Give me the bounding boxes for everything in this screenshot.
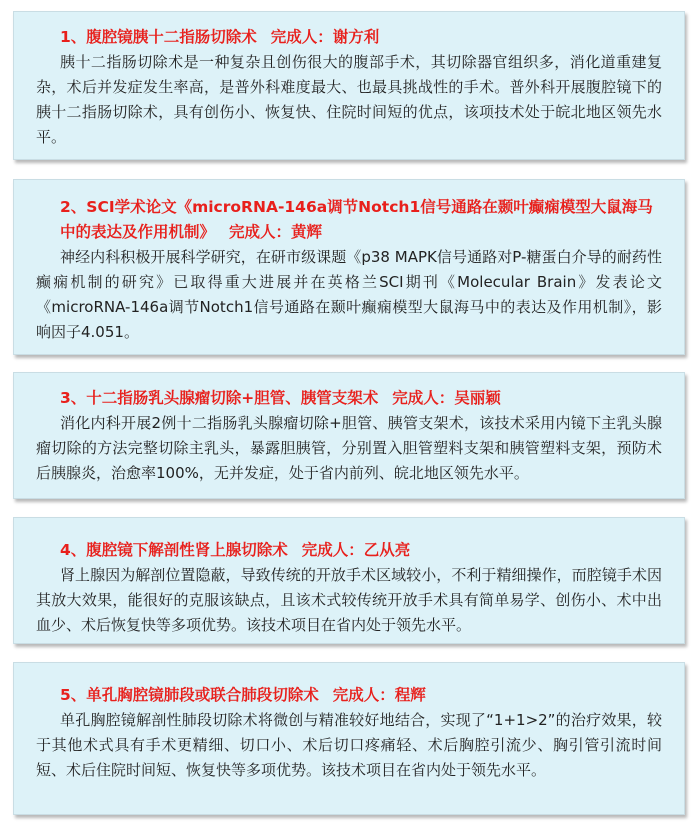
project-title: 3、十二指肠乳头腺瘤切除+胆管、胰管支架术 (60, 389, 379, 407)
project-title: 2、SCI学术论文《microRNA-146a调节Notch1信号通路在颞叶癫痫模型大鼠海马中的表达及作用机制》 (60, 198, 653, 241)
card-title (36, 25, 662, 50)
author-label: 完成人：黄辉 (229, 223, 323, 241)
card-title (36, 538, 662, 563)
project-title: 5、单孔胸腔镜肺段或联合肺段切除术 (60, 686, 319, 704)
card-body: 单孔胸腔镜解剖性肺段切除术将微创与精准较好地结合，实现了“1+1>2”的治疗效果，较于其他术式具有手术更精细、切口小、术后切口疼痛轻、术后胸腔引流少、胸引管引流时间短、术后住院时间短、恢复快等多项优势。该技术项目在省内处于领先水平。 (36, 711, 662, 779)
achievement-card-5 (13, 662, 685, 815)
card-body: 肾上腺因为解剖位置隐蔽，导致传统的开放手术区域较小，不利于精细操作，而腔镜手术因其放大效果，能很好的克服该缺点，且该术式较传统开放手术具有简单易学、创伤小、术中出血少、术后恢复快等多项优势。该技术项目在省内处于领先水平。 (36, 566, 662, 634)
achievement-card-2 (13, 179, 685, 355)
achievement-card-1 (13, 11, 685, 160)
achievement-card-3 (13, 372, 685, 499)
project-title: 4、腹腔镜下解剖性肾上腺切除术 (60, 541, 288, 559)
author-label: 完成人：程辉 (332, 686, 426, 704)
author-label: 完成人：谢方利 (270, 28, 380, 46)
card-title (36, 386, 662, 411)
achievement-card-4 (13, 517, 685, 644)
card-body: 神经内科积极开展科学研究，在研市级课题《p38 MAPK信号通路对P-糖蛋白介导的耐药性癫痫机制的研究》已取得重大进展并在英格兰SCI期刊《Molecular Brain》发表论文《microRNA-146a调节Notch1信号通路在颞叶癫痫模型大鼠海马中的表达及作用机制》，影响因子4.051。 (36, 248, 662, 341)
author-label: 完成人：吴丽颖 (392, 389, 501, 407)
author-label: 完成人：乙从亮 (301, 541, 411, 559)
card-body: 胰十二指肠切除术是一种复杂且创伤很大的腹部手术，其切除器官组织多，消化道重建复杂，术后并发症发生率高，是普外科难度最大、也最具挑战性的手术。普外科开展腹腔镜下的胰十二指肠切除术，具有创伤小、恢复快、住院时间短的优点，该项技术处于皖北地区领先水平。 (36, 53, 662, 146)
project-title: 1、腹腔镜胰十二指肠切除术 (60, 28, 257, 46)
card-body: 消化内科开展2例十二指肠乳头腺瘤切除+胆管、胰管支架术，该技术采用内镜下主乳头腺瘤切除的方法完整切除主乳头，暴露胆胰管，分别置入胆管塑料支架和胰管塑料支架，预防术后胰腺炎，治愈率100%，无并发症，处于省内前列、皖北地区领先水平。 (36, 414, 662, 482)
card-title (36, 195, 662, 245)
card-title (36, 683, 662, 708)
